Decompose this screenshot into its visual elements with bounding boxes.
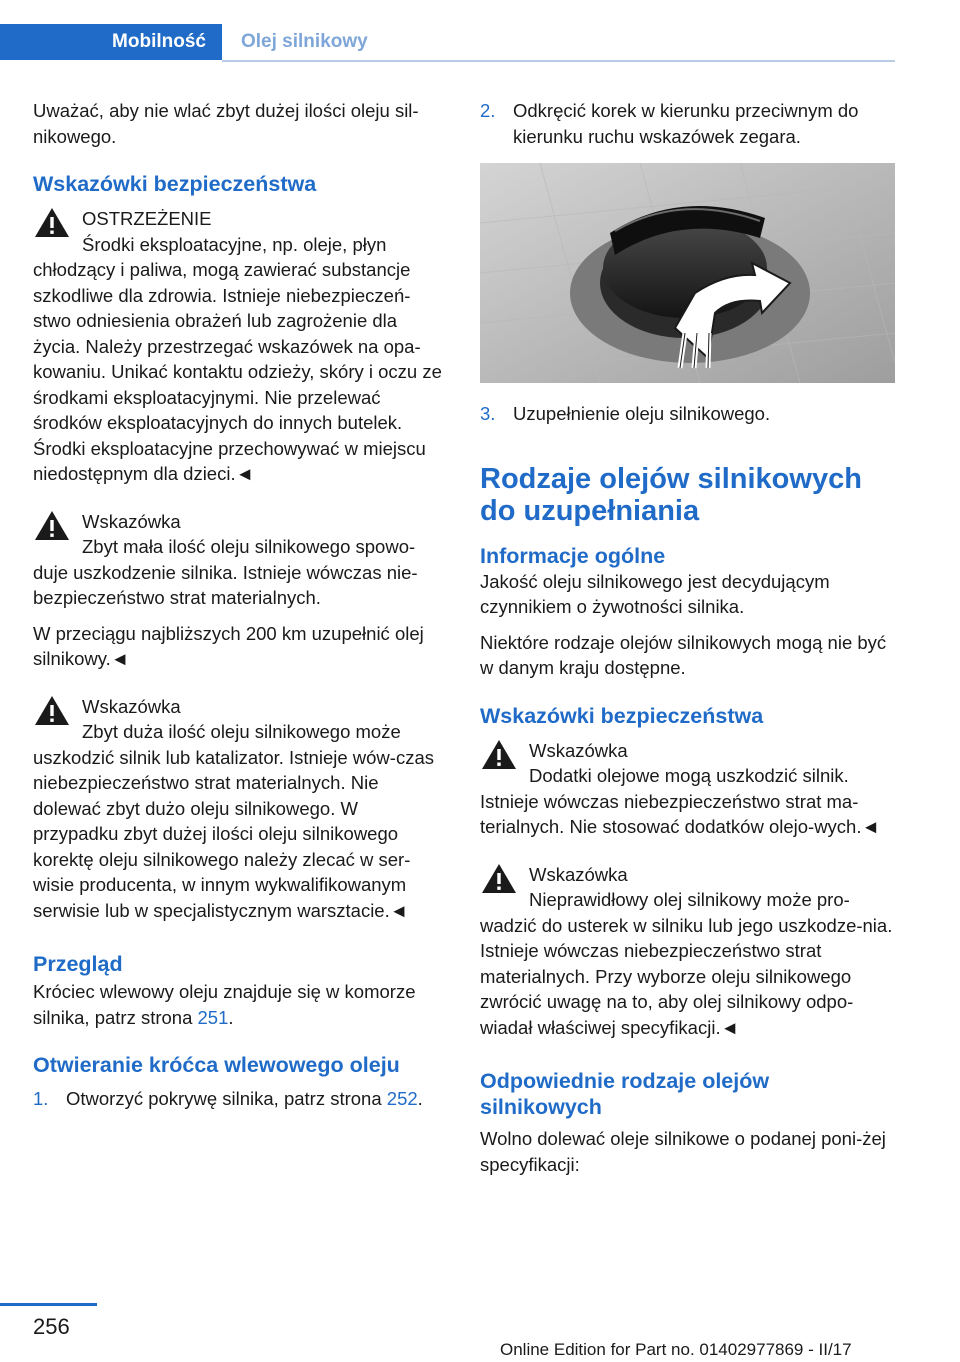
list-item [480,401,895,427]
note-body: uszkodzić silnik lub katalizator. Istnieje wów-czas niebezpieczeństwo strat materialnych. Nie dolewać zbyt dużo oleju silnikowego. W przypadku zbyt dużej ilości oleju silnikowego korektę oleju silnikowego należy zlecać w ser-wisie producenta, w innym wykwalifikowanym serwisie lub w specjalistycznym warsztacie.◄ [33,746,434,921]
note-first-line: Nieprawidłowy olej silnikowy może pro- [529,889,850,910]
warning-body: chłodzący i paliwa, mogą zawierać substancje szkodliwe dla zdrowia. Istnieje niebezpieczeń-stwo odniesienia obrażeń lub zagrożenie dla życia. Należy przestrzegać wskazówek na opa-kowaniu. Unikać kontaktu odzieży, skóry i oczu ze środkami eksploatacyjnymi. Nie przelewać środków eksploatacyjnych do innych butelek. Środki eksploatacyjne przechowywać w miejscu niedostępnym dla dzieci.◄ [33,259,442,484]
note-first-line: Dodatki olejowe mogą uszkodzić silnik. [529,765,849,786]
suitable-text: Wolno dolewać oleje silnikowe o podanej poni-żej specyfikacji: [480,1128,886,1175]
header-rule [222,60,895,62]
safety-heading: Wskazówki bezpieczeństwa [33,172,317,196]
page-link[interactable]: 252 [386,1088,418,1109]
page-header [0,24,895,62]
note-box [33,694,448,924]
overview-heading: Przegląd [33,952,123,976]
note-title: Wskazówka [529,863,628,885]
safety-heading: Wskazówki bezpieczeństwa [480,703,764,728]
note-extra: W przeciągu najbliższych 200 km uzupełnić olej silnikowy.◄ [33,622,424,669]
steps-list [480,98,895,149]
left-column [33,98,448,1125]
page-number: 256 [33,1314,70,1339]
warning-triangle-icon [480,862,518,895]
general-text: Jakość oleju silnikowego jest decydującym czynnikiem o żywotności silnika. [480,570,830,617]
suitable-heading: Odpowiednie rodzaje olejów silnikowych [480,1069,770,1119]
step-text: Uzupełnienie oleju silnikowego. [513,403,771,424]
general-heading: Informacje ogólne [480,543,666,568]
step-text: Odkręcić korek w kierunku przeciwnym do kierunku ruchu wskazówek zegara. [513,100,859,147]
warning-box [33,206,448,487]
steps-list [480,401,895,427]
edition-footer: Online Edition for Part no. 01402977869 - II/17 [500,1340,852,1359]
footer-rule [0,1303,97,1306]
note-first-line: Zbyt duża ilość oleju silnikowego może [82,721,401,742]
oil-cap-photo [480,163,895,383]
note-first-line: Zbyt mała ilość oleju silnikowego spowo- [82,536,416,557]
overview-text: Króciec wlewowy oleju znajduje się w komorze silnika, patrz strona 251. [33,981,416,1028]
list-item [480,98,895,149]
warning-triangle-icon [33,509,71,542]
note-body: duje uszkodzenie silnika. Istnieje wówczas nie-bezpieczeństwo strat materialnych. [33,561,418,608]
section-tab: Mobilność [0,24,222,60]
list-item: 1. Otworzyć pokrywę silnika, patrz strona 252. [33,1086,448,1112]
note-title: Wskazówka [529,739,628,761]
opening-heading: Otwieranie króćca wlewowego oleju [33,1053,400,1077]
right-column [480,98,895,1190]
section-heading: Rodzaje olejów silnikowych do uzupełniania [480,462,862,527]
warning-first-line: Środki eksploatacyjne, np. oleje, płyn [82,233,387,255]
step-number: 2. [480,100,496,121]
note-title: Wskazówka [82,695,181,717]
overview-body: Króciec wlewowy oleju znajduje się w komorze silnika, patrz strona [33,981,416,1028]
note-box [480,738,895,840]
intro-text: Uważać, aby nie wlać zbyt dużej ilości oleju sil-nikowego. [33,100,419,147]
step-number: 3. [480,403,496,424]
steps-list [33,1086,448,1112]
note-box [33,509,448,672]
note-body: wadzić do usterek w silniku lub jego uszkodze-nia. Istnieje wówczas niebezpieczeństwo strat materialnych. Przy wyborze oleju silnikowego zwrócić uwagę na to, aby olej silnikowy odpo-wiadał właściwej specyfikacji.◄ [480,914,893,1038]
step-text: Otworzyć pokrywę silnika, patrz strona [66,1088,387,1109]
note-box [480,862,895,1041]
note-body: Istnieje wówczas niebezpieczeństwo strat ma-terialnych. Nie stosować dodatków olejo-wych.◄ [480,790,880,837]
note-title: Wskazówka [82,510,181,532]
step-number: 1. [33,1088,49,1109]
warning-title: OSTRZEŻENIE [82,208,212,229]
page-link[interactable]: 251 [197,1006,229,1028]
warning-triangle-icon [33,694,71,727]
general-text: Niektóre rodzaje olejów silnikowych mogą nie być w danym kraju dostępne. [480,631,887,678]
warning-triangle-icon [480,738,518,771]
subsection-tab: Olej silnikowy [241,31,368,52]
warning-triangle-icon [33,206,71,239]
